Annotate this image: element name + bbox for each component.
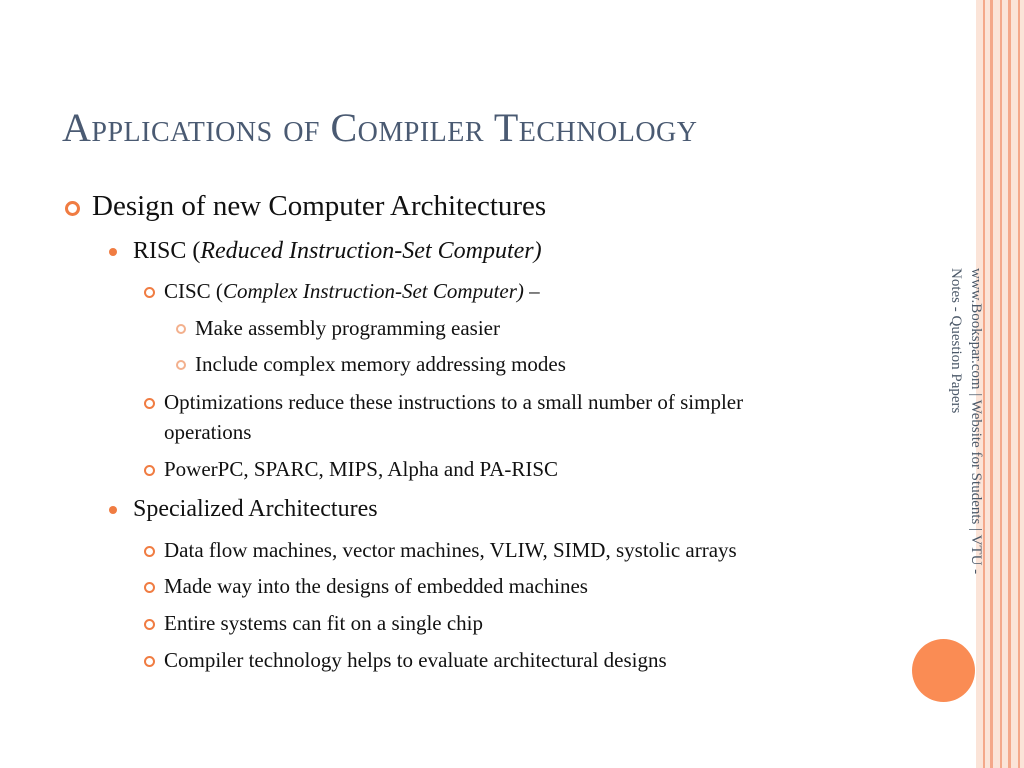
stripe-line — [1018, 0, 1020, 768]
dot-bullet-icon — [109, 506, 117, 514]
stripe-line — [1008, 0, 1011, 768]
bullet-item-risc — [133, 238, 542, 265]
ring-bullet-icon — [144, 656, 155, 667]
bullet-text: RISC (Reduced Instruction-Set Computer) — [133, 238, 542, 264]
stripe-line — [1000, 0, 1002, 768]
bullet-text: Made way into the designs of embedded machines — [164, 574, 588, 598]
bullet-text: Compiler technology helps to evaluate architectural designs — [164, 648, 667, 672]
bullet-text: Data flow machines, vector machines, VLIW, SIMD, systolic arrays — [164, 538, 737, 562]
slide-title: Applications of Compiler Technology — [62, 105, 698, 150]
stripe-line — [990, 0, 993, 768]
ring-bullet-icon — [65, 201, 80, 216]
bullet-item-single-chip — [164, 611, 483, 636]
dot-bullet-icon — [109, 248, 117, 256]
ring-bullet-icon — [144, 582, 155, 593]
bullet-text: Include complex memory addressing modes — [195, 352, 566, 376]
bullet-text: PowerPC, SPARC, MIPS, Alpha and PA-RISC — [164, 457, 559, 481]
bullet-text-continued: operations — [164, 420, 252, 444]
bullet-item-dataflow — [164, 538, 737, 563]
bullet-item-evaluate — [164, 648, 667, 673]
bullet-text: CISC (Complex Instruction-Set Computer) – — [164, 279, 540, 303]
ring-bullet-icon — [144, 619, 155, 630]
bullet-item-assembly — [195, 316, 500, 341]
ring-bullet-icon — [144, 465, 155, 476]
bullet-text: Specialized Architectures — [133, 496, 378, 522]
decorative-circle — [912, 639, 975, 702]
bullet-item-memory — [195, 352, 566, 377]
bullet-item-design — [92, 190, 546, 223]
bullet-item-cisc — [164, 279, 540, 304]
ring-bullet-icon — [144, 398, 155, 409]
bullet-item-embedded — [164, 574, 588, 599]
faint-ring-bullet-icon — [176, 360, 186, 370]
bullet-item-powerpc — [164, 457, 558, 482]
ring-bullet-icon — [144, 287, 155, 298]
bullet-text: Entire systems can fit on a single chip — [164, 611, 484, 635]
faint-ring-bullet-icon — [176, 324, 186, 334]
watermark-text: www.Bookspar.com | Website for Students | VTU - Notes - Question Papers — [948, 268, 984, 575]
ring-bullet-icon — [144, 546, 155, 557]
bullet-text: Optimizations reduce these instructions to a small number of simpler — [164, 390, 744, 414]
bullet-text: Make assembly programming easier — [195, 316, 500, 340]
bullet-text: Design of new Computer Architectures — [92, 190, 547, 222]
bullet-item-optimizations — [164, 390, 743, 415]
bullet-item-specialized — [133, 496, 378, 523]
